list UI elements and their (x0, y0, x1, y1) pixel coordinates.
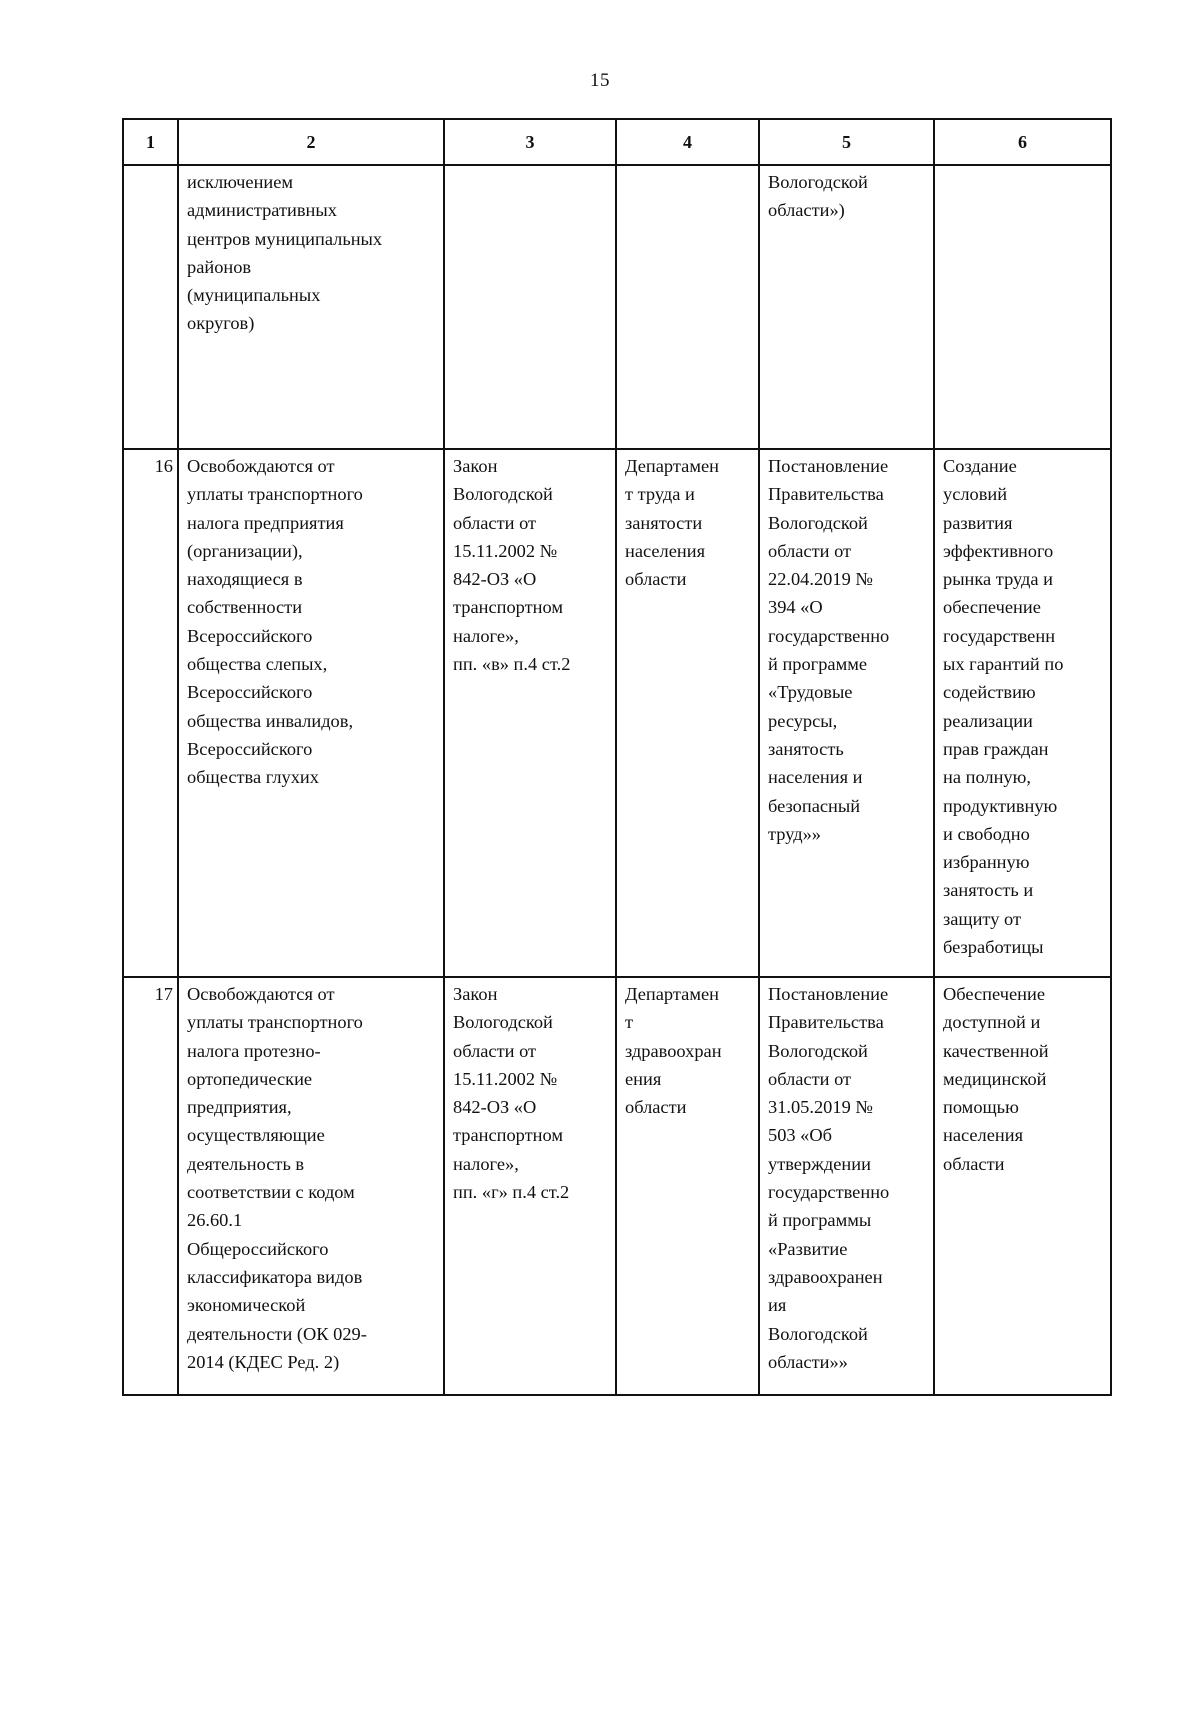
cell-line: осуществляющие (187, 1125, 325, 1146)
cell-line: Освобождаются от (187, 984, 335, 1004)
header-col-1: 1 (123, 119, 178, 165)
cell-line: области (943, 1153, 1005, 1174)
cell-line: Всероссийского (187, 738, 313, 759)
cell-line: доступной и (943, 1012, 1041, 1033)
cell-line: пп. «г» п.4 ст.2 (453, 1182, 570, 1203)
cell-line: здравоохранен (768, 1266, 883, 1287)
cell-line: 842-ОЗ «О (453, 569, 537, 590)
row-number: 16 (123, 449, 178, 977)
cell-line: развития (943, 512, 1013, 533)
cell-line: 22.04.2019 № (768, 569, 873, 590)
cell-line: «Развитие (768, 1238, 848, 1259)
cell-line: налога протезно- (187, 1040, 321, 1061)
cell-line: исключением (187, 172, 294, 192)
document-table (122, 118, 1112, 1396)
cell-line: «Трудовые (768, 682, 853, 703)
cell-line: деятельность в (187, 1153, 305, 1174)
cell-line: й программе (768, 654, 868, 675)
cell-line: находящиеся в (187, 569, 303, 590)
cell-line: налоге», (453, 625, 519, 646)
curator-cell (616, 449, 759, 977)
cell-line: Департамен (625, 456, 719, 476)
cell-line: Освобождаются от (187, 456, 335, 476)
cell-line: предприятия, (187, 1097, 292, 1118)
cell-line: области от (768, 1068, 852, 1089)
cell-line: области от (768, 540, 852, 561)
legal-basis-cell (444, 449, 616, 977)
curator-cell (616, 165, 759, 449)
cell-line: продуктивную (943, 795, 1058, 816)
cell-line: области от (453, 1040, 537, 1061)
cell-line: занятость (768, 738, 844, 759)
cell-line: государственно (768, 1182, 890, 1203)
table-row (123, 449, 1111, 977)
cell-line: деятельности (ОК 029- (187, 1323, 367, 1344)
header-col-4: 4 (616, 119, 759, 165)
cell-line: классификатора видов (187, 1266, 363, 1287)
cell-line: соответствии с кодом (187, 1182, 355, 1203)
row-number: 17 (123, 977, 178, 1395)
benefit-description-cell (178, 977, 444, 1395)
cell-line: населения (625, 540, 706, 561)
cell-line: области (625, 569, 687, 590)
cell-line: Общероссийского (187, 1238, 329, 1259)
cell-line: ения (625, 1068, 662, 1089)
benefit-description-cell (178, 165, 444, 449)
cell-line: области от (453, 512, 537, 533)
header-col-5: 5 (759, 119, 934, 165)
cell-line: ортопедические (187, 1068, 313, 1089)
page-number: 15 (590, 70, 610, 91)
cell-line: общества инвалидов, (187, 710, 354, 731)
goal-cell (934, 977, 1111, 1395)
cell-line: 503 «Об (768, 1125, 833, 1146)
cell-line: 15.11.2002 № (453, 540, 558, 561)
cell-line: Постановление (768, 456, 889, 476)
cell-line: Создание (943, 456, 1017, 476)
cell-line: государственно (768, 625, 890, 646)
cell-line: защиту от (943, 908, 1022, 929)
cell-line: общества глухих (187, 767, 319, 788)
header-row (123, 119, 1111, 165)
cell-line: Правительства (768, 1012, 884, 1033)
cell-line: Вологодской (768, 1323, 868, 1344)
cell-line: транспортном (453, 1125, 563, 1146)
cell-line: занятости (625, 512, 703, 533)
cell-line: й программы (768, 1210, 872, 1231)
cell-line: Обеспечение (943, 984, 1045, 1004)
cell-line: государственн (943, 625, 1056, 646)
cell-line: пп. «в» п.4 ст.2 (453, 654, 571, 675)
program-cell (759, 449, 934, 977)
cell-line: 394 «О (768, 597, 823, 618)
cell-line: помощью (943, 1097, 1019, 1118)
cell-line: налоге», (453, 1153, 519, 1174)
table-body (123, 165, 1111, 1395)
cell-line: т (625, 1012, 634, 1033)
cell-line: Закон (453, 984, 498, 1004)
cell-line: безработицы (943, 937, 1044, 958)
benefit-description-cell (178, 449, 444, 977)
curator-cell (616, 977, 759, 1395)
cell-line: уплаты транспортного (187, 484, 363, 505)
cell-line: административных (187, 200, 337, 221)
cell-line: 2014 (КДЕС Ред. 2) (187, 1351, 340, 1372)
cell-line: Департамен (625, 984, 719, 1004)
cell-line: Постановление (768, 984, 889, 1004)
cell-line: округов) (187, 313, 255, 334)
cell-line: населения и (768, 767, 863, 788)
cell-line: медицинской (943, 1068, 1047, 1089)
cell-line: налога предприятия (187, 512, 344, 533)
cell-line: области») (768, 200, 845, 221)
cell-line: Вологодской (768, 512, 868, 533)
cell-line: здравоохран (625, 1040, 722, 1061)
cell-line: Вологодской (768, 1040, 868, 1061)
cell-line: транспортном (453, 597, 563, 618)
cell-line: ых гарантий по (943, 654, 1064, 675)
cell-line: содействию (943, 682, 1036, 703)
cell-line: Вологодской (768, 172, 868, 192)
cell-line: обеспечение (943, 597, 1041, 618)
cell-line: населения (943, 1125, 1024, 1146)
cell-line: рынка труда и (943, 569, 1054, 590)
row-number (123, 165, 178, 449)
cell-line: безопасный (768, 795, 861, 816)
program-cell (759, 977, 934, 1395)
cell-line: 842-ОЗ «О (453, 1097, 537, 1118)
cell-line: области»» (768, 1351, 848, 1372)
cell-line: на полную, (943, 767, 1031, 788)
cell-line: Правительства (768, 484, 884, 505)
cell-line: районов (187, 256, 252, 277)
cell-line: качественной (943, 1040, 1049, 1061)
cell-line: области (625, 1097, 687, 1118)
cell-line: прав граждан (943, 738, 1049, 759)
cell-line: Всероссийского (187, 625, 313, 646)
cell-line: т труда и (625, 484, 695, 505)
cell-line: ия (768, 1295, 787, 1316)
cell-line: 26.60.1 (187, 1210, 243, 1231)
cell-line: избранную (943, 852, 1030, 873)
cell-line: общества слепых, (187, 654, 328, 675)
cell-line: труд»» (768, 823, 821, 844)
cell-line: уплаты транспортного (187, 1012, 363, 1033)
cell-line: утверждении (768, 1153, 871, 1174)
cell-line: (муниципальных (187, 285, 321, 306)
cell-line: условий (943, 484, 1008, 505)
header-col-3: 3 (444, 119, 616, 165)
cell-line: Вологодской (453, 484, 553, 505)
cell-line: занятость и (943, 880, 1034, 901)
cell-line: эффективного (943, 540, 1054, 561)
cell-line: (организации), (187, 540, 303, 561)
cell-line: 31.05.2019 № (768, 1097, 873, 1118)
cell-line: 15.11.2002 № (453, 1068, 558, 1089)
program-cell (759, 165, 934, 449)
table-row (123, 977, 1111, 1395)
cell-line: центров муниципальных (187, 228, 383, 249)
goal-cell (934, 449, 1111, 977)
legal-basis-cell (444, 165, 616, 449)
cell-line: Вологодской (453, 1012, 553, 1033)
cell-line: ресурсы, (768, 710, 838, 731)
cell-line: Всероссийского (187, 682, 313, 703)
table-header (123, 119, 1111, 165)
cell-line: экономической (187, 1295, 306, 1316)
header-col-6: 6 (934, 119, 1111, 165)
cell-line: Закон (453, 456, 498, 476)
table-row (123, 165, 1111, 449)
goal-cell (934, 165, 1111, 449)
legal-basis-cell (444, 977, 616, 1395)
header-col-2: 2 (178, 119, 444, 165)
cell-line: собственности (187, 597, 303, 618)
cell-line: и свободно (943, 823, 1030, 844)
cell-line: реализации (943, 710, 1033, 731)
